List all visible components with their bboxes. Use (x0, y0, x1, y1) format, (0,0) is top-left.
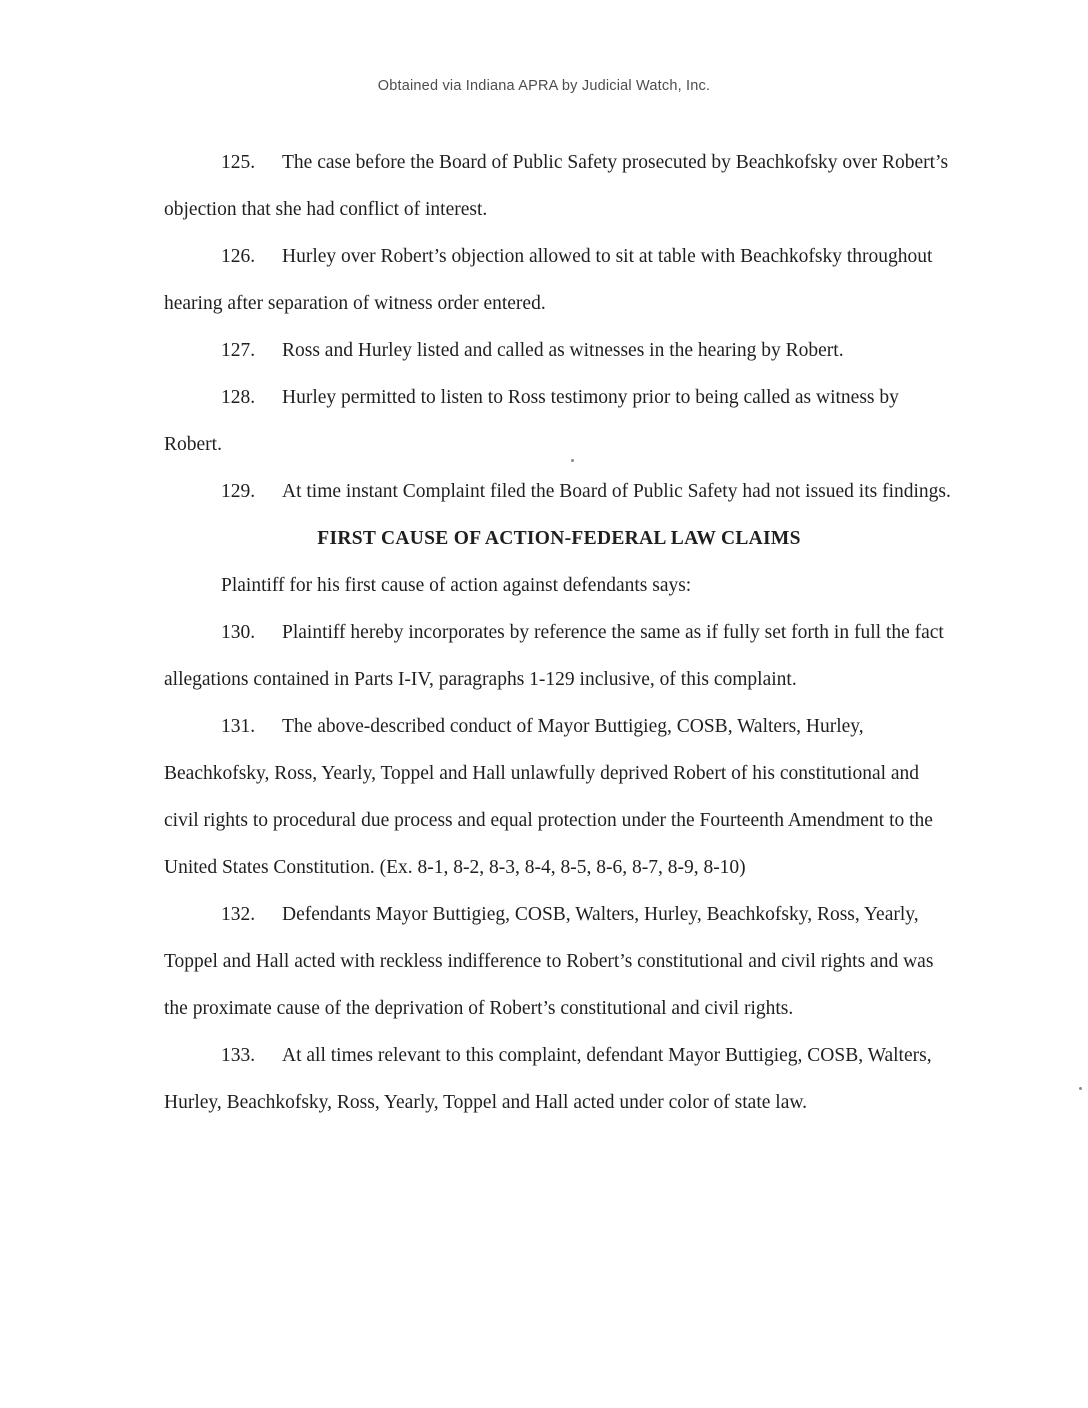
paragraph-125-number: 125. (221, 152, 256, 173)
paragraph-132-text: Defendants Mayor Buttigieg, COSB, Walters, Hurley, Beachkofsky, Ross, Yearly, Toppel and Hall acted with reckless indifference to Robert’s constitutional and civil rights and was the proximate cause of the deprivation of Robert’s constitutional and civil rights. (164, 904, 934, 1019)
paragraph-131-text: The above-described conduct of Mayor Buttigieg, COSB, Walters, Hurley, Beachkofsky, Ross, Yearly, Toppel and Hall unlawfully deprived Robert of his constitutional and civil rights to procedural due process and equal protection under the Fourteenth Amendment to the United States Constitution. (Ex. 8-1, 8-2, 8-3, 8-4, 8-5, 8-6, 8-7, 8-9, 8-10) (164, 716, 933, 878)
paragraph-127-text: Ross and Hurley listed and called as witnesses in the hearing by Robert. (282, 340, 844, 361)
paragraph-127-number: 127. (221, 340, 256, 361)
paragraph-133 (164, 1032, 954, 1126)
paragraph-129 (164, 468, 954, 515)
paragraph-132-number: 132. (221, 904, 256, 925)
paragraph-127 (164, 327, 954, 374)
scan-artifact (1079, 1087, 1082, 1090)
paragraph-133-text: At all times relevant to this complaint, defendant Mayor Buttigieg, COSB, Walters, Hurley, Beachkofsky, Ross, Yearly, Toppel and Hall acted under color of state law. (164, 1045, 932, 1113)
paragraph-132 (164, 891, 954, 1032)
paragraph-133-number: 133. (221, 1045, 256, 1066)
paragraph-130-text: Plaintiff hereby incorporates by reference the same as if fully set forth in full the fact allegations contained in Parts I-IV, paragraphs 1-129 inclusive, of this complaint. (164, 622, 944, 690)
paragraph-131 (164, 703, 954, 891)
watermark-header: Obtained via Indiana APRA by Judicial Watch, Inc. (377, 78, 711, 94)
document-body (164, 139, 954, 1126)
paragraph-130-number: 130. (221, 622, 256, 643)
paragraph-126-text: Hurley over Robert’s objection allowed to sit at table with Beachkofsky throughout hearing after separation of witness order entered. (164, 246, 933, 314)
paragraph-130 (164, 609, 954, 703)
scan-artifact (571, 459, 574, 462)
section-heading-first-cause: FIRST CAUSE OF ACTION-FEDERAL LAW CLAIMS (317, 528, 801, 549)
paragraph-131-number: 131. (221, 716, 256, 737)
paragraph-128-text: Hurley permitted to listen to Ross testimony prior to being called as witness by Robert. (164, 387, 899, 455)
paragraph-129-text: At time instant Complaint filed the Board of Public Safety had not issued its findings. (282, 481, 951, 502)
paragraph-128 (164, 374, 954, 468)
paragraph-128-number: 128. (221, 387, 256, 408)
paragraph-126 (164, 233, 954, 327)
paragraph-126-number: 126. (221, 246, 256, 267)
paragraph-129-number: 129. (221, 481, 256, 502)
paragraph-125-text: The case before the Board of Public Safety prosecuted by Beachkofsky over Robert’s objection that she had conflict of interest. (164, 152, 949, 220)
cause-intro-line: Plaintiff for his first cause of action against defendants says: (221, 575, 692, 596)
paragraph-125 (164, 139, 954, 233)
